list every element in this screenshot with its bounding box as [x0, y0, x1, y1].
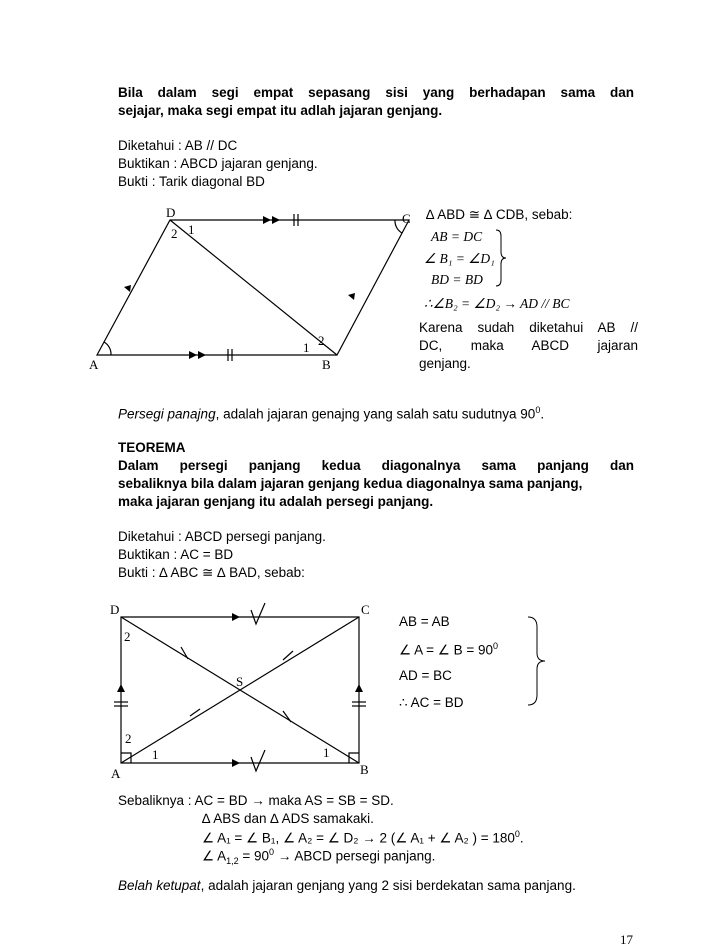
proof1-reason-1: AB = DC — [431, 229, 483, 244]
proof2-reason-1: AB = AB — [399, 614, 450, 629]
theorem-line-3: maka jajaran genjang itu adalah persegi panjang. — [118, 494, 434, 509]
proof1-karena-3: genjang. — [419, 356, 471, 371]
converse-line-3-text: ∠ A₁ = ∠ B₁, ∠ A₂ = ∠ D₂ → 2 (∠ A₁ + ∠ A₂ ) = 180 — [202, 830, 515, 846]
proof2-reason-3: AD = BC — [399, 668, 452, 683]
proof1-given: Diketahui : AB // DC — [118, 138, 238, 153]
fig1-label-d: D — [166, 205, 176, 220]
fig2-angle-a2: 2 — [125, 731, 132, 746]
fig2-label-b: B — [360, 762, 369, 777]
fig1-angle-d2: 2 — [171, 226, 178, 241]
proof1-claim: ∆ ABD ≅ ∆ CDB, sebab: — [426, 207, 573, 222]
proof2-reason-2 — [399, 641, 498, 659]
converse-line-4 — [202, 847, 435, 866]
fig2-angle-a1: 1 — [152, 747, 159, 762]
degree-sup: 0 — [535, 405, 541, 415]
definition-term: Persegi panajng — [118, 406, 216, 422]
converse-line-2: ∆ ABS dan ∆ ADS samakaki. — [202, 811, 374, 826]
proof1-prove: Buktikan : ABCD jajaran genjang. — [118, 156, 318, 171]
degree-sup: 0 — [493, 641, 499, 651]
proof1-karena-2: DC, maka ABCD jajaran — [419, 338, 638, 353]
converse-line-4-a: ∠ A — [202, 848, 227, 864]
fig1-angle-b1: 1 — [303, 340, 310, 355]
converse-line-1: Sebaliknya : AC = BD → maka AS = SB = SD. — [118, 793, 394, 808]
fig2-label-a: A — [111, 766, 121, 781]
degree-sup: 0 — [269, 847, 275, 857]
proof1-reason-3: BD = BD — [431, 272, 483, 287]
proof1-reason-2: ∠ B₁ = ∠D₁ — [424, 251, 495, 266]
definition-text: , adalah jajaran genjang yang 2 sisi berdekatan sama panjang. — [200, 878, 576, 893]
converse-line-4-c: → ABCD persegi panjang. — [274, 848, 436, 864]
fig2-label-s: S — [236, 674, 244, 689]
degree-sup: 0 — [514, 829, 520, 839]
fig2-label-d: D — [110, 602, 120, 617]
fig2-angle-b1: 1 — [323, 745, 330, 760]
definition-term: Belah ketupat — [118, 878, 201, 893]
proof1-karena-1: Karena sudah diketahui AB // — [419, 320, 638, 335]
proof2-given: Diketahui : ABCD persegi panjang. — [118, 529, 326, 544]
definition-text: , adalah jajaran genajng yang salah satu sudutnya 90 — [215, 406, 536, 422]
fig1-angle-d1: 1 — [188, 222, 195, 237]
fig1-angle-b2: 2 — [318, 333, 325, 348]
converse-line-4-sub: 1,2 — [226, 856, 239, 867]
intro-line-1: Bila dalam segi empat sepasang sisi yang berhadapan sama dan — [118, 85, 634, 100]
theorem-line-1: Dalam persegi panjang kedua diagonalnya sama panjang dan — [118, 458, 634, 473]
intro-line-2: sejajar, maka segi empat itu adlah jajaran genjang. — [118, 103, 443, 118]
definition-end: . — [540, 406, 545, 422]
fig1-label-c: C — [402, 211, 411, 226]
proof2-prove: Buktikan : AC = BD — [118, 547, 234, 562]
proof1-conclusion: ∴∠B₂ = ∠D₂ → AD // BC — [424, 296, 570, 311]
proof1-proof: Bukti : Tarik diagonal BD — [118, 174, 265, 189]
proof2-proof: Bukti : ∆ ABC ≅ ∆ BAD, sebab: — [118, 565, 305, 580]
converse-line-3-end: . — [519, 830, 524, 846]
fig2-angle-d2: 2 — [124, 629, 131, 644]
proof2-reason-4: ∴ AC = BD — [399, 695, 464, 710]
proof2-reason-2-text: ∠ A = ∠ B = 90 — [399, 642, 494, 658]
definition-belah-ketupat — [118, 878, 576, 893]
converse-line-3 — [202, 829, 524, 847]
theorem-title: TEOREMA — [118, 440, 186, 455]
proof2-brace — [526, 615, 548, 707]
fig1-label-b: B — [322, 357, 331, 372]
fig2-label-c: C — [361, 602, 370, 617]
theorem-line-2: sebaliknya bila dalam jajaran genjang kedua diagonalnya sama panjang, — [118, 476, 583, 491]
converse-line-4-b: = 90 — [238, 848, 270, 864]
fig1-label-a: A — [89, 357, 99, 372]
page-number: 17 — [620, 932, 633, 947]
